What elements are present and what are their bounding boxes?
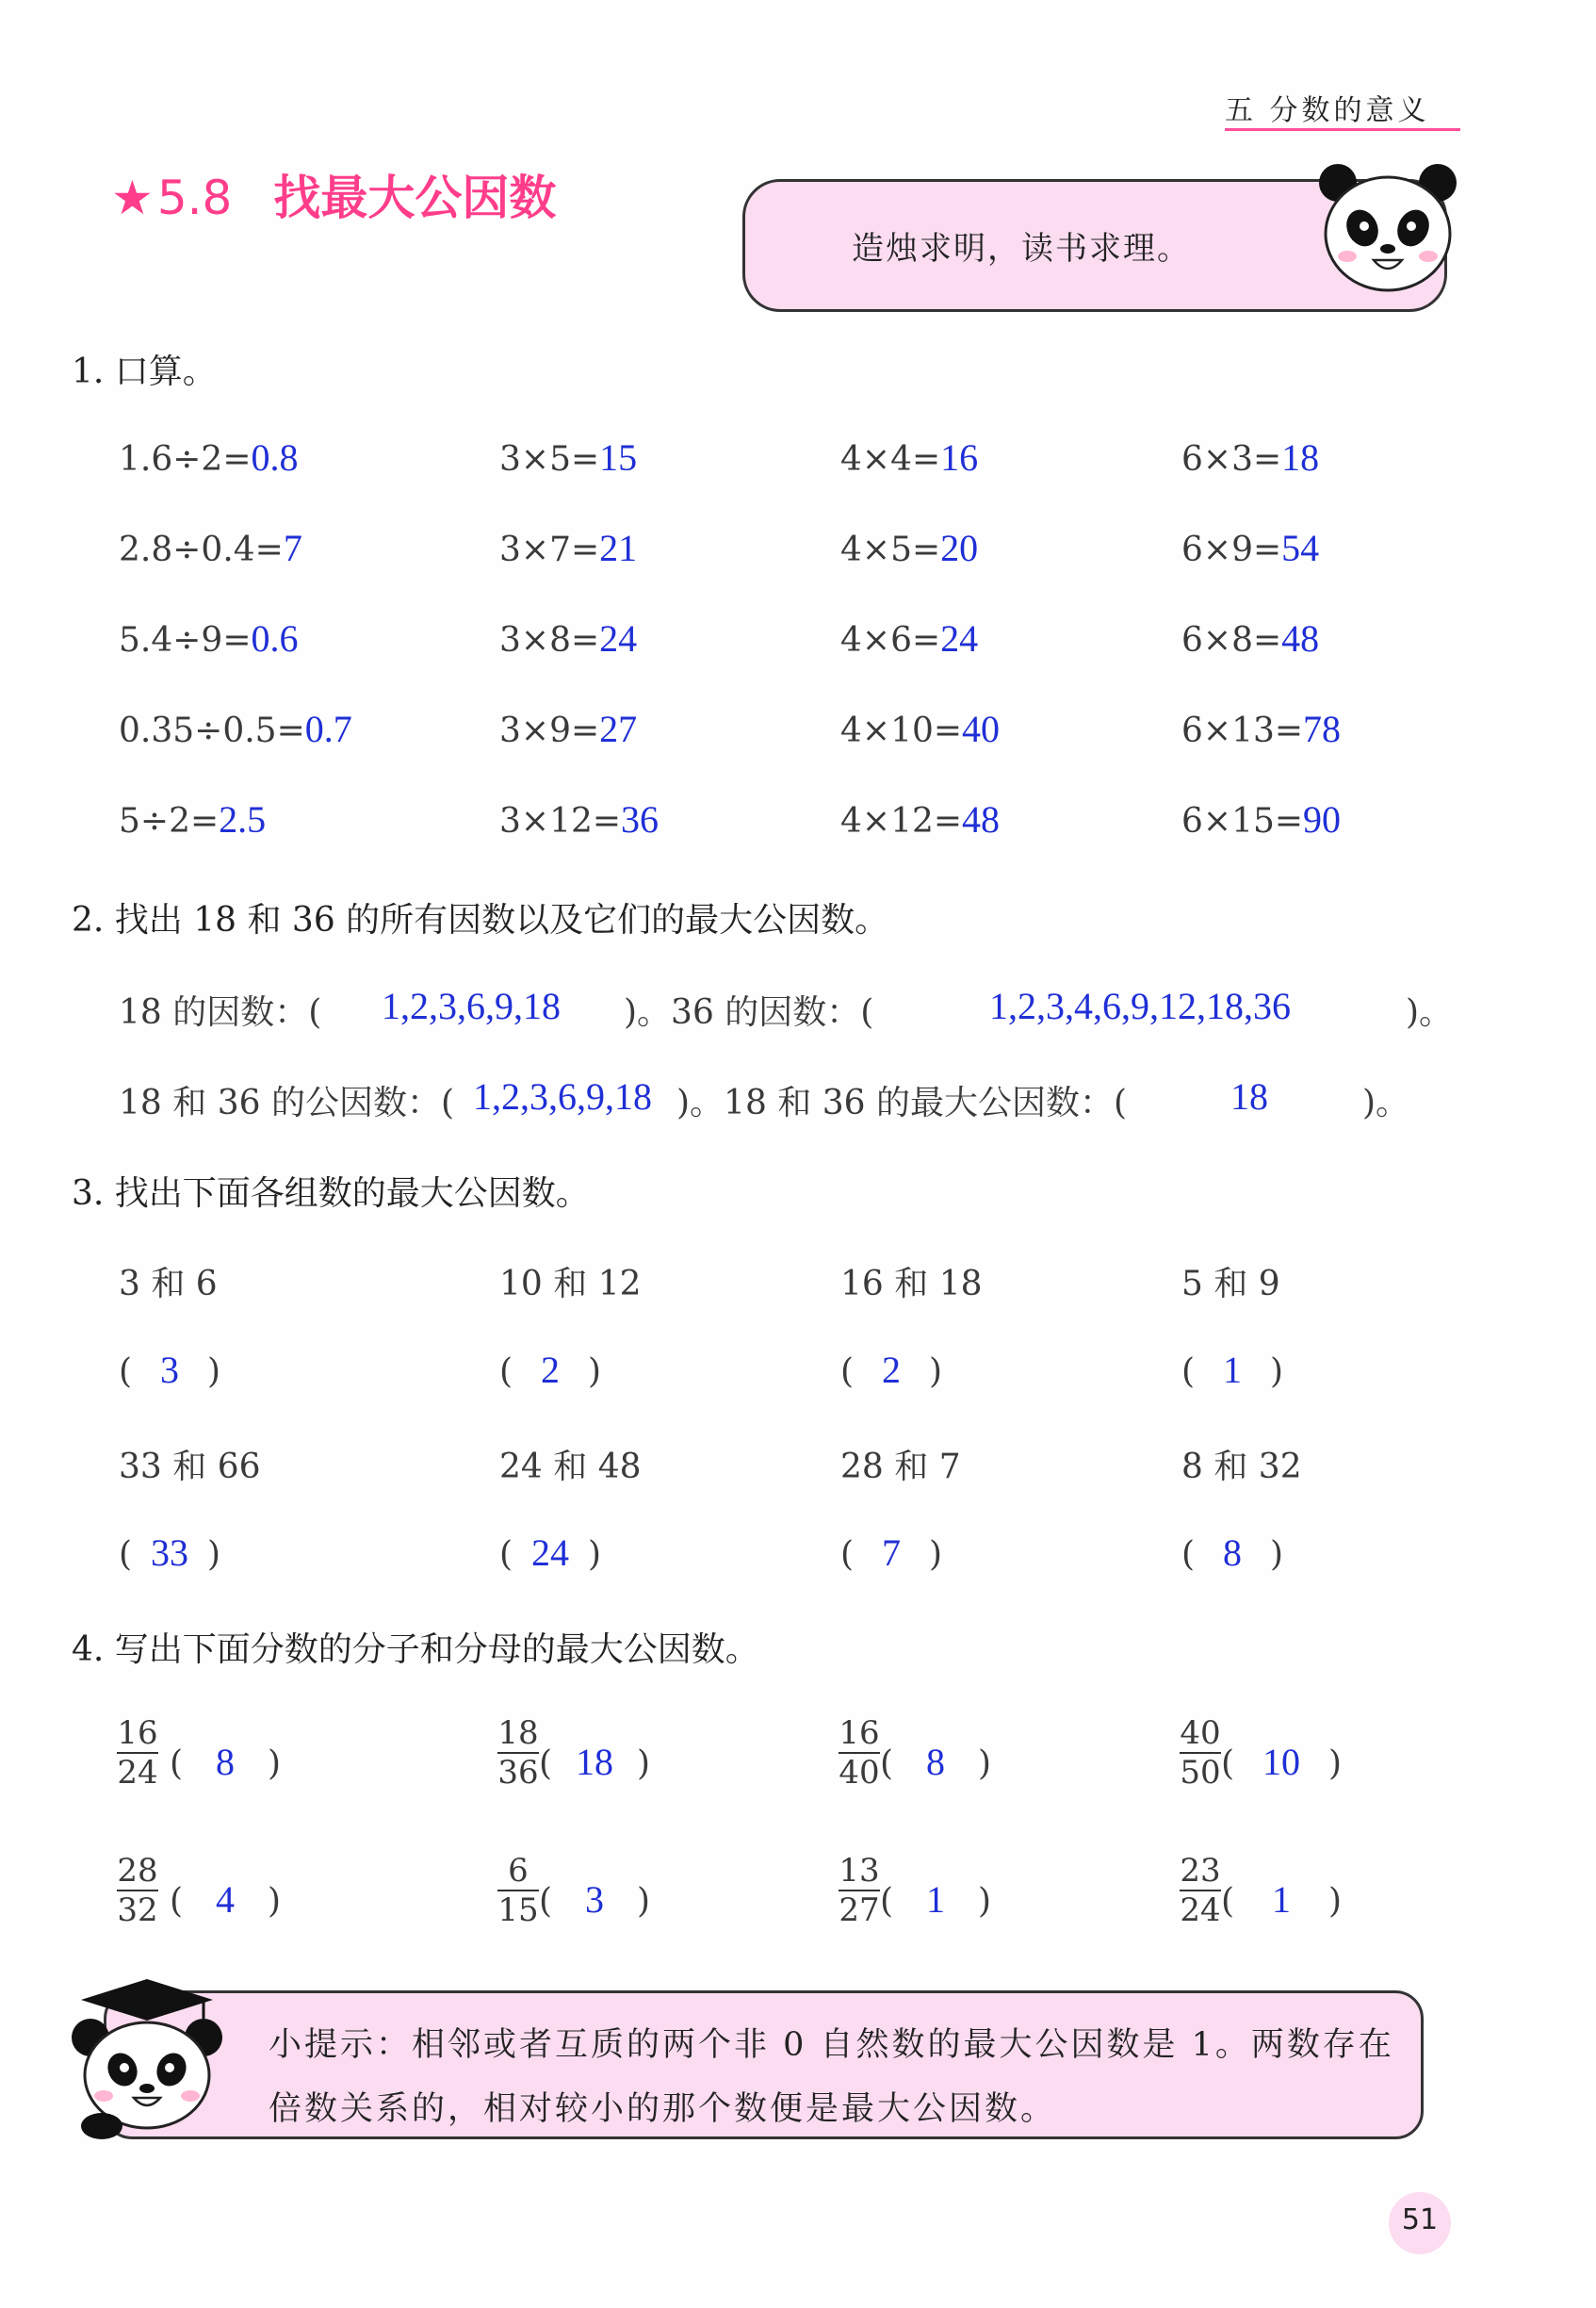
q3-answer-slot: ( 24 ) [499, 1531, 602, 1574]
q4-fraction: 23 24 [1180, 1852, 1221, 1929]
q4-title: 4. 写出下面分数的分子和分母的最大公因数。 [72, 1630, 759, 1669]
q3-pair: 28 和 7 [840, 1448, 961, 1486]
q3-answer-slot: ( 33 ) [119, 1531, 221, 1574]
tip-text: 小提示：相邻或者互质的两个非 0 自然数的最大公因数是 1。两数存在倍数关系的，相对较小的那个数便是最大公因数。 [269, 2026, 1394, 2128]
motto-text: 造烛求明，读书求理。 [852, 230, 1191, 268]
section-number: 5.8 [156, 171, 233, 225]
q3-answer-slot: ( 3 ) [119, 1349, 221, 1391]
q4-fraction: 16 40 [839, 1714, 880, 1792]
q4-fraction: 40 50 [1180, 1714, 1221, 1792]
q3-pair: 10 和 12 [499, 1265, 642, 1303]
panda-icon [1317, 162, 1458, 296]
q2-answer-factors-36: 1,2,3,4,6,9,12,18,36 [989, 985, 1291, 1027]
q4-answer-slot: ( 18 ) [539, 1741, 651, 1783]
q3-pair: 5 和 9 [1181, 1265, 1280, 1303]
q4-answer-slot: ( 8 ) [880, 1741, 992, 1783]
chapter-underline [1225, 128, 1460, 131]
q1-item: 6×15=90 [1181, 798, 1342, 841]
q3-answer-slot: ( 1 ) [1181, 1349, 1284, 1391]
q3-pair: 8 和 32 [1181, 1448, 1302, 1486]
q1-item: 3×7=21 [499, 527, 638, 569]
q4-fraction: 18 36 [497, 1714, 539, 1792]
q4-fraction: 6 15 [497, 1852, 539, 1929]
q1-title: 1. 口算。 [72, 352, 217, 391]
q1-item: 2.8÷0.4=7 [119, 527, 302, 569]
q4-answer-slot: ( 8 ) [170, 1741, 282, 1783]
q1-item: 4×6=24 [840, 617, 979, 660]
q1-item: 0.35÷0.5=0.7 [119, 708, 352, 750]
q2-answer-common-factors: 1,2,3,6,9,18 [473, 1075, 652, 1118]
q1-item: 6×9=54 [1181, 527, 1320, 569]
q1-item: 6×13=78 [1181, 708, 1342, 750]
panda-graduate-icon [62, 1972, 232, 2141]
section-title-text: 找最大公因数 [273, 171, 557, 225]
q3-pair: 33 和 66 [119, 1448, 261, 1486]
q2-line2-label-b: )。18 和 36 的最大公因数：( [676, 1084, 1128, 1122]
q4-fraction: 28 32 [117, 1852, 158, 1929]
q3-answer-slot: ( 8 ) [1181, 1531, 1284, 1574]
q1-item: 3×9=27 [499, 708, 638, 750]
q4-answer-slot: ( 1 ) [880, 1878, 992, 1921]
q2-title: 2. 找出 18 和 36 的所有因数以及它们的最大公因数。 [72, 901, 889, 940]
q1-item: 4×4=16 [840, 436, 979, 479]
star-icon: ★ [111, 171, 154, 225]
q1-item: 4×12=48 [840, 798, 1001, 841]
q1-item: 4×5=20 [840, 527, 979, 569]
q4-answer-slot: ( 3 ) [539, 1878, 651, 1921]
q2-line2-end: )。 [1362, 1084, 1410, 1122]
q4-fraction: 16 24 [117, 1714, 158, 1792]
section-title [111, 160, 556, 228]
q1-item: 6×3=18 [1181, 436, 1320, 479]
q3-pair: 16 和 18 [840, 1265, 983, 1303]
q4-answer-slot: ( 4 ) [170, 1878, 282, 1921]
chapter-header: 五 分数的意义 [1225, 94, 1430, 127]
q3-pair: 3 和 6 [119, 1265, 218, 1303]
q1-item: 1.6÷2=0.8 [119, 436, 299, 479]
page-number: 51 [1401, 2203, 1439, 2236]
q1-item: 4×10=40 [840, 708, 1001, 750]
q3-answer-slot: ( 2 ) [840, 1349, 943, 1391]
q4-answer-slot: ( 10 ) [1221, 1741, 1343, 1783]
q2-line2-label-a: 18 和 36 的公因数：( [119, 1084, 454, 1122]
q2-line1-label-a: 18 的因数：( [119, 993, 322, 1032]
q2-answer-factors-18: 1,2,3,6,9,18 [382, 985, 561, 1027]
q1-item: 3×8=24 [499, 617, 638, 660]
q3-answer-slot: ( 2 ) [499, 1349, 602, 1391]
q1-item: 3×12=36 [499, 798, 660, 841]
q1-item: 5.4÷9=0.6 [119, 617, 299, 660]
q3-answer-slot: ( 7 ) [840, 1531, 943, 1574]
q2-line1-end: )。 [1406, 993, 1454, 1032]
q3-pair: 24 和 48 [499, 1448, 642, 1486]
q3-title: 3. 找出下面各组数的最大公因数。 [72, 1174, 590, 1213]
q2-line1-label-b: )。36 的因数：( [624, 993, 874, 1032]
q2-answer-gcd: 18 [1230, 1075, 1268, 1118]
q4-answer-slot: ( 1 ) [1221, 1878, 1343, 1921]
q4-fraction: 13 27 [839, 1852, 880, 1929]
q1-item: 5÷2=2.5 [119, 798, 267, 841]
q1-item: 6×8=48 [1181, 617, 1320, 660]
q1-item: 3×5=15 [499, 436, 638, 479]
